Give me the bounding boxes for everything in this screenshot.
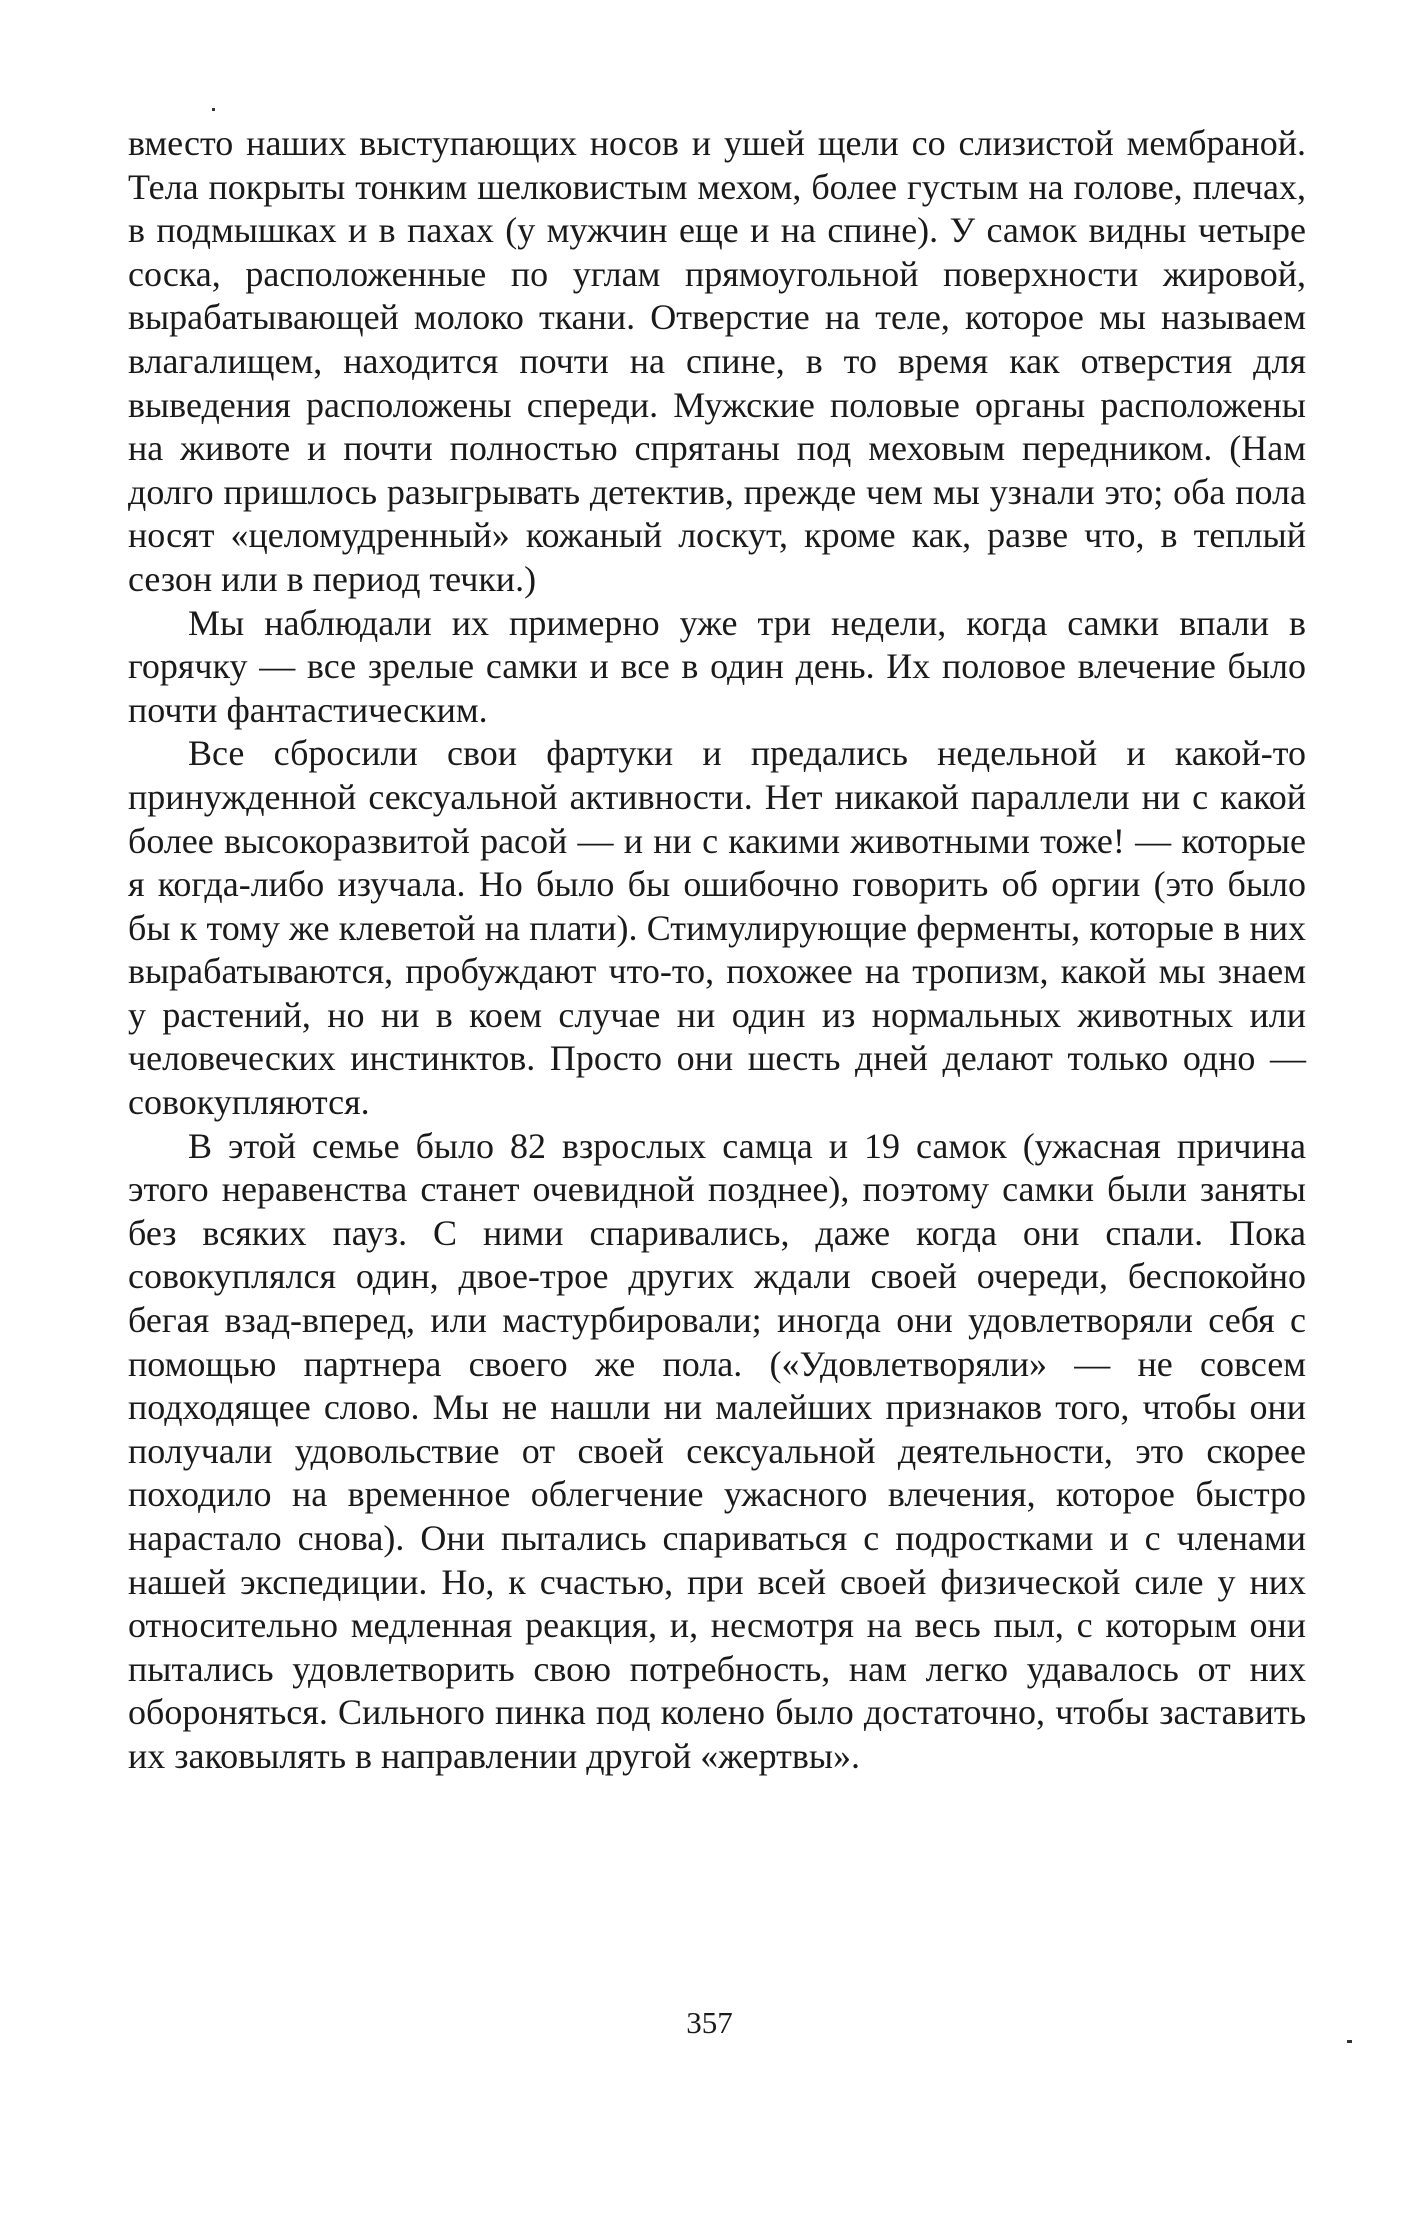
paragraph-1: вместо наших выступающих носов и ушей щели со слизистой мембраной. Тела покрыты тонким шелковистым мехом, более густым на голове, плечах, в подмышках и в пахах (у мужчин еще и на спине). У самок видны четыре соска, расположенные по углам прямоугольной поверхности жировой, вырабатывающей молоко ткани. Отверстие на теле, которое мы называем влагалищем, находится почти на спине, в то время как отверстия для выведения расположены спереди. Мужские половые органы расположены на животе и почти полностью спрятаны под меховым передником. (Нам долго пришлось разыгрывать детектив, прежде чем мы узнали это; оба пола носят «целомудренный» кожаный лоскут, кроме как, разве что, в теплый сезон или в период течки.)	[128, 123, 1306, 599]
body-text	[128, 122, 1306, 1779]
paragraph-2: Мы наблюдали их примерно уже три недели, когда самки впали в горячку — все зрелые самки и все в один день. Их половое влечение было почти фантастическим.	[128, 602, 1306, 730]
page-number: 357	[686, 2005, 733, 2040]
paragraph-3: Все сбросили свои фартуки и предались недельной и какой-то принужденной сексуальной активности. Нет никакой параллели ни с какой более высокоразвитой расой — и ни с какими животными тоже! — которые я когда-либо изучала. Но было бы ошибочно говорить об оргии (это было бы к тому же клеветой на плати). Стимулирующие ферменты, которые в них вырабатываются, пробуждают что-то, похожее на тропизм, какой мы знаем у растений, но ни в коем случае ни один из нормальных животных или человеческих инстинктов. Просто они шесть дней делают только одно — совокупляются.	[128, 733, 1306, 1123]
paragraph-4: В этой семье было 82 взрослых самца и 19 самок (ужасная причина этого неравенства станет очевидной позднее), поэтому самки были заняты без всяких пауз. С ними спаривались, даже когда они спали. Пока совокуплялся один, двое-трое других ждали своей очереди, беспокойно бегая взад-вперед, или мастурбировали; иногда они удовлетворяли себя с помощью партнера своего же пола. («Удовлетворяли» — не совсем подходящее слово. Мы не нашли ни малейших признаков того, чтобы они получали удовольствие от своей сексуальной деятельности, это скорее походило на временное облегчение ужасного влечения, которое быстро нарастало снова). Они пытались спариваться с подростками и с членами нашей экспедиции. Но, к счастью, при всей своей физической силе у них относительно медленная реакция, и, несмотря на весь пыл, с которым они пытались удовлетворить свою потребность, нам легко удавалось от них обороняться. Сильного пинка под колено было достаточно, чтобы заставить их заковылять в направлении другой «жертвы».	[128, 1125, 1306, 1776]
scan-speck	[212, 108, 215, 111]
scan-speck	[1347, 2040, 1352, 2043]
